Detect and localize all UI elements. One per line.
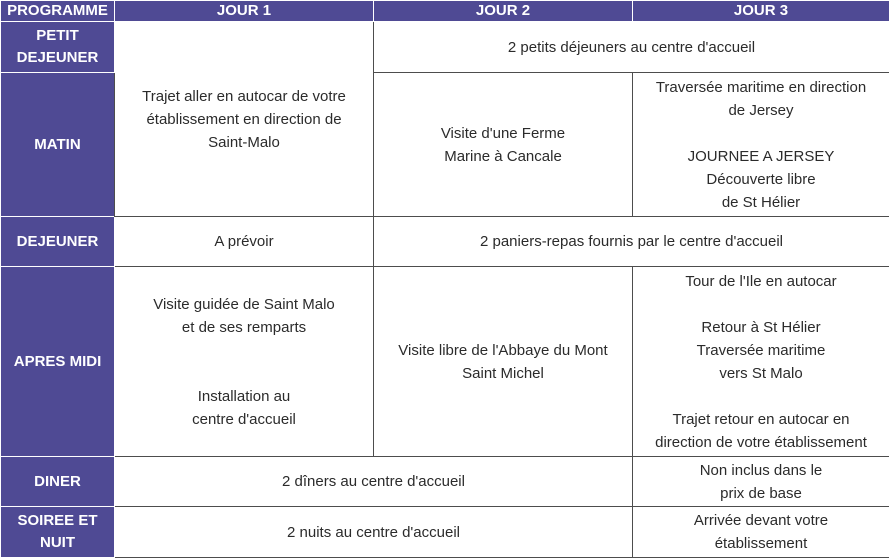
cell-diner-jour-3: Non inclus dans le prix de base xyxy=(633,457,889,507)
header-jour-1: JOUR 1 xyxy=(115,1,374,22)
row-label-apres-midi: APRES MIDI xyxy=(1,267,115,457)
cell-dejeuner-jour-1: A prévoir xyxy=(115,217,374,267)
row-dejeuner xyxy=(1,217,889,267)
cell-matin-jour-3: Traversée maritime en direction de Jersey JOURNEE A JERSEY Découverte libre de St Hélier xyxy=(633,73,889,217)
header-jour-2: JOUR 2 xyxy=(374,1,633,22)
cell-soiree-jour-3: Arrivée devant votre établissement xyxy=(633,507,889,558)
row-label-dejeuner: DEJEUNER xyxy=(1,217,115,267)
header-programme: PROGRAMME xyxy=(1,1,115,22)
row-apres-midi xyxy=(1,267,889,457)
row-petit-dejeuner xyxy=(1,22,889,73)
row-label-diner: DINER xyxy=(1,457,115,507)
cell-dejeuner-jour-2-3: 2 paniers-repas fournis par le centre d'accueil xyxy=(374,217,889,267)
cell-soiree-jour-1-2: 2 nuits au centre d'accueil xyxy=(115,507,633,558)
row-label-petit-dejeuner: PETIT DEJEUNER xyxy=(1,22,115,73)
header-jour-3: JOUR 3 xyxy=(633,1,889,22)
row-soiree-et-nuit xyxy=(1,507,889,558)
row-label-soiree-et-nuit: SOIREE ET NUIT xyxy=(1,507,115,558)
cell-apres-midi-jour-2: Visite libre de l'Abbaye du Mont Saint Michel xyxy=(374,267,633,457)
header-row xyxy=(1,1,889,22)
cell-petit-dejeuner-jour-2-3: 2 petits déjeuners au centre d'accueil xyxy=(374,22,889,73)
row-label-matin: MATIN xyxy=(1,73,115,217)
cell-apres-midi-jour-3: Tour de l'Ile en autocar Retour à St Hélier Traversée maritime vers St Malo Trajet retour en autocar en direction de votre établissement xyxy=(633,267,889,457)
cell-matin-jour-2: Visite d'une Ferme Marine à Cancale xyxy=(374,73,633,217)
cell-matin-jour-1: Trajet aller en autocar de votre établissement en direction de Saint-Malo xyxy=(115,22,374,217)
cell-diner-jour-1-2: 2 dîners au centre d'accueil xyxy=(115,457,633,507)
cell-apres-midi-jour-1: Visite guidée de Saint Malo et de ses remparts Installation au centre d'accueil xyxy=(115,267,374,457)
row-diner xyxy=(1,457,889,507)
